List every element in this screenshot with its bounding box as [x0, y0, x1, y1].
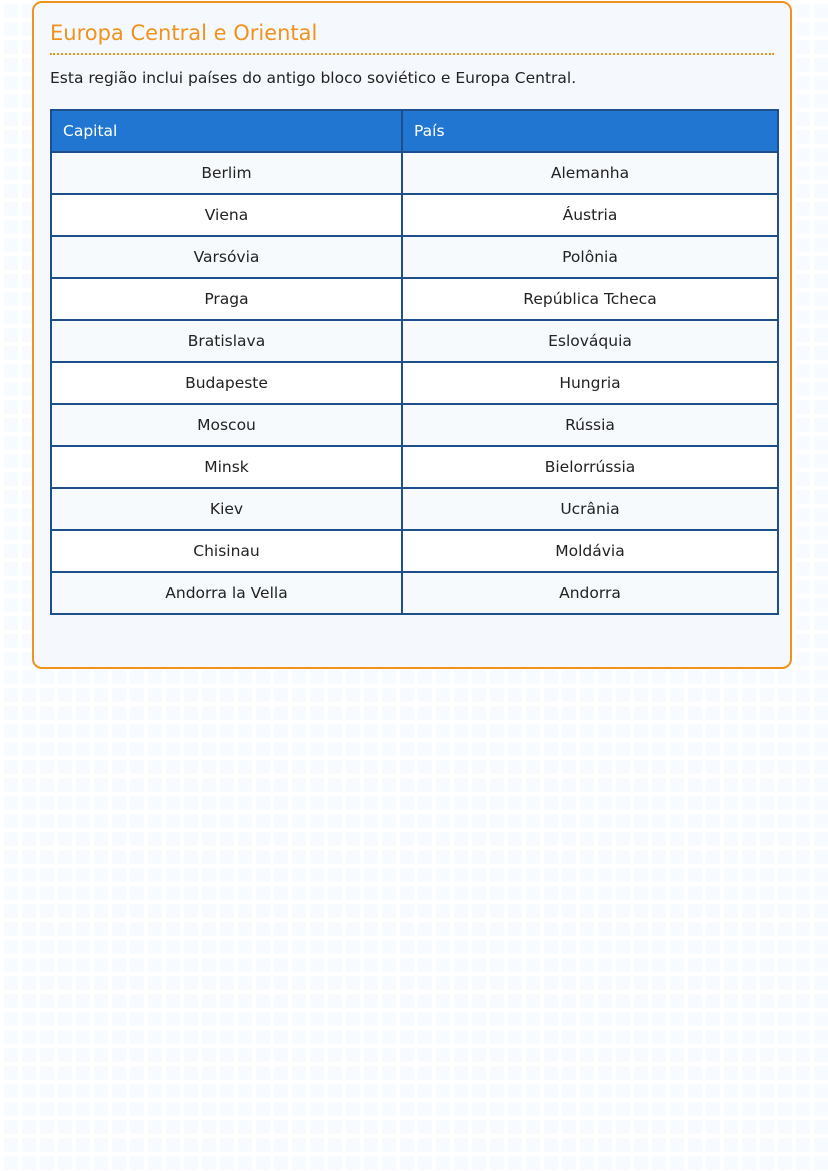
country-cell: Polônia: [402, 236, 778, 278]
table-row: [51, 362, 778, 404]
table-row: [51, 488, 778, 530]
capital-cell: Minsk: [51, 446, 402, 488]
capital-cell: Varsóvia: [51, 236, 402, 278]
country-cell: Rússia: [402, 404, 778, 446]
country-cell: Andorra: [402, 572, 778, 614]
country-cell: Eslováquia: [402, 320, 778, 362]
capitals-table: [50, 109, 779, 615]
table-row: [51, 320, 778, 362]
region-card: [32, 1, 792, 669]
capital-cell: Viena: [51, 194, 402, 236]
capital-cell: Moscou: [51, 404, 402, 446]
table-row: [51, 236, 778, 278]
country-cell: Moldávia: [402, 530, 778, 572]
section-title: Europa Central e Oriental: [50, 19, 774, 55]
table-row: [51, 572, 778, 614]
country-cell: República Tcheca: [402, 278, 778, 320]
table-row: [51, 446, 778, 488]
capital-cell: Berlim: [51, 152, 402, 194]
country-cell: Bielorrússia: [402, 446, 778, 488]
table-row: [51, 278, 778, 320]
table-row: [51, 152, 778, 194]
table-row: [51, 404, 778, 446]
country-cell: Ucrânia: [402, 488, 778, 530]
country-cell: Áustria: [402, 194, 778, 236]
table-row: [51, 194, 778, 236]
capital-cell: Kiev: [51, 488, 402, 530]
column-header-capital: Capital: [51, 110, 402, 152]
capital-cell: Praga: [51, 278, 402, 320]
capital-cell: Budapeste: [51, 362, 402, 404]
column-header-country: País: [402, 110, 778, 152]
table-header-row: [51, 110, 778, 152]
section-intro: Esta região inclui países do antigo bloco soviético e Europa Central.: [50, 69, 577, 87]
country-cell: Alemanha: [402, 152, 778, 194]
capital-cell: Andorra la Vella: [51, 572, 402, 614]
country-cell: Hungria: [402, 362, 778, 404]
capital-cell: Bratislava: [51, 320, 402, 362]
capital-cell: Chisinau: [51, 530, 402, 572]
table-row: [51, 530, 778, 572]
